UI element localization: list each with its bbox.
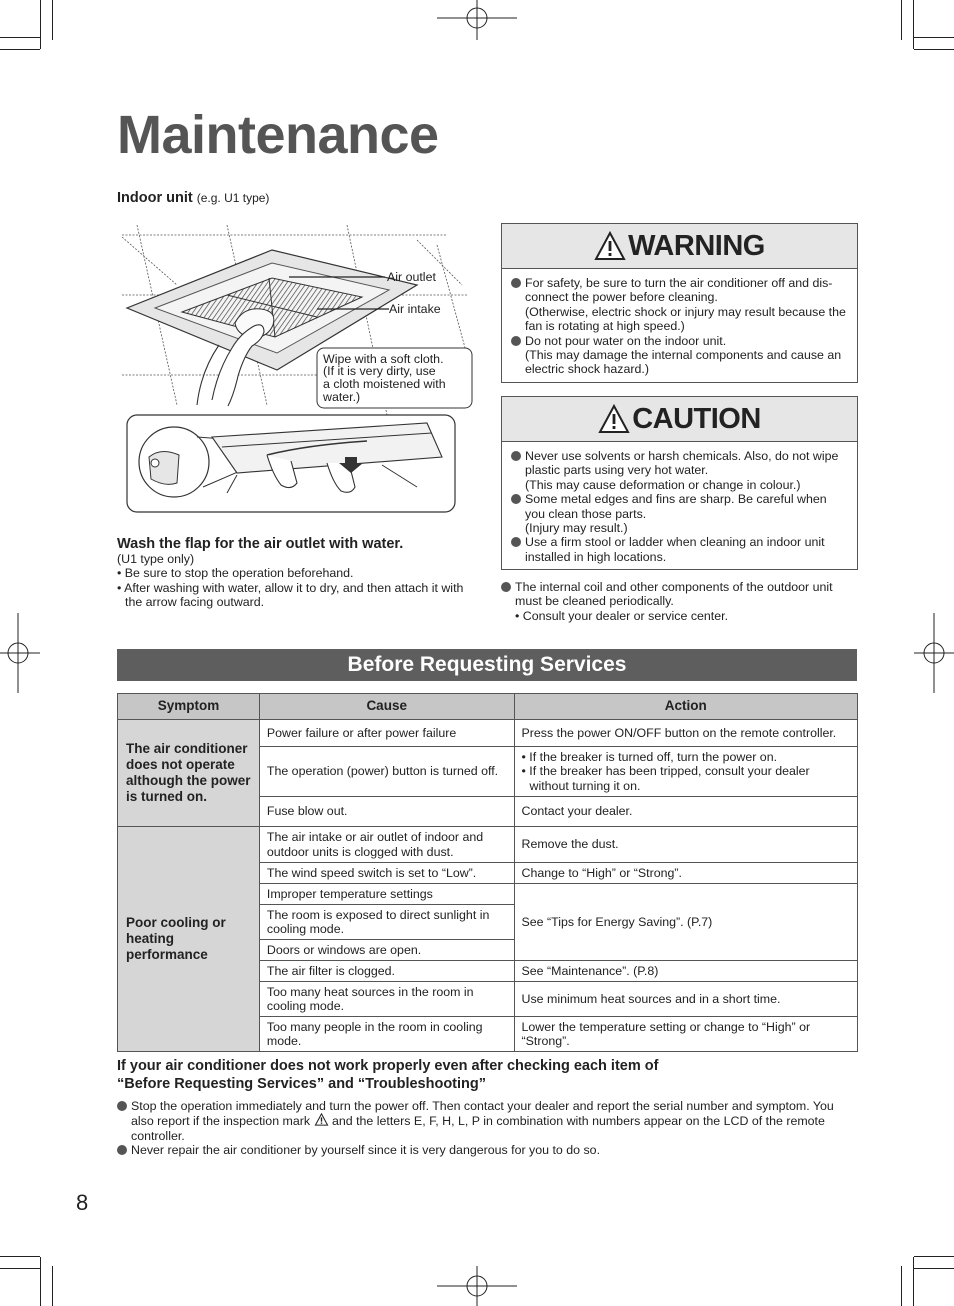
- caution-header: [502, 397, 857, 442]
- registration-mark: [0, 613, 40, 693]
- crop-mark: [913, 1257, 914, 1306]
- indoor-unit-heading-note: (e.g. U1 type): [196, 191, 270, 205]
- bullet-dot-icon: [501, 582, 511, 592]
- cause-cell: Improper temperature settings: [259, 884, 514, 905]
- symptom-cell: The air conditioner does not operate although the power is turned on.: [118, 720, 260, 827]
- bullet-dot-icon: [511, 451, 521, 461]
- crop-mark: [52, 1266, 53, 1306]
- inspection-mark-icon: [314, 1113, 329, 1126]
- caution-item-text: Use a firm stool or ladder when cleaning an indoor unit installed in high locations.: [525, 535, 825, 564]
- warning-header: [502, 224, 857, 269]
- caution-item: [511, 492, 849, 535]
- final-item-text: Never repair the air conditioner by yourself since it is very dangerous for you to do so.: [131, 1143, 601, 1158]
- wash-note: (U1 type only): [117, 552, 195, 566]
- caution-item: [511, 449, 849, 492]
- warning-item: [511, 276, 849, 334]
- crop-mark: [914, 1268, 954, 1269]
- registration-mark: [437, 0, 517, 40]
- caution-item-text: Some metal edges and fins are sharp. Be careful when you clean those parts.: [525, 492, 827, 521]
- warning-item-note: (This may damage the internal components and cause an electric shock hazard.): [525, 348, 842, 377]
- outdoor-text: The internal coil and other components of the outdoor unit must be cleaned periodically.: [515, 580, 833, 609]
- symptom-header: Symptom: [118, 694, 260, 720]
- registration-mark: [914, 613, 954, 693]
- cause-cell: Power failure or after power failure: [259, 720, 514, 747]
- cause-cell: Too many heat sources in the room in cooling mode.: [259, 982, 514, 1017]
- cause-cell: The air intake or air outlet of indoor and outdoor units is clogged with dust.: [259, 827, 514, 863]
- crop-mark: [901, 1266, 902, 1306]
- symptom-cell: Poor cooling or heating performance: [118, 827, 260, 1052]
- outdoor-unit-note: [501, 580, 857, 623]
- crop-mark: [52, 0, 53, 40]
- cause-cell: The room is exposed to direct sunlight in cooling mode.: [259, 905, 514, 940]
- cause-cell: The operation (power) button is turned off.: [259, 747, 514, 797]
- indoor-unit-cleaning-illustration: [117, 225, 479, 517]
- final-item: [117, 1143, 857, 1157]
- final-heading-line: If your air conditioner does not work properly even after checking each item of: [117, 1058, 659, 1074]
- caution-item-note: (Injury may result.): [525, 521, 628, 536]
- action-cell: See “Maintenance”. (P.8): [514, 961, 857, 982]
- troubleshooting-table: [117, 693, 858, 1052]
- cause-cell: Fuse blow out.: [259, 797, 514, 827]
- action-cell: See “Tips for Energy Saving”. (P.7): [514, 884, 857, 961]
- caution-item-note: (This may cause deformation or change in colour.): [525, 477, 801, 492]
- outdoor-sub: • Consult your dealer or service center.: [515, 608, 729, 623]
- wash-bullet: • Be sure to stop the operation beforehand.: [117, 566, 354, 581]
- caution-title: CAUTION: [632, 402, 761, 435]
- crop-mark: [0, 49, 40, 50]
- crop-mark: [914, 1256, 954, 1257]
- warning-panel: [501, 223, 858, 383]
- action-cell: Lower the temperature setting or change to “High” or “Strong”.: [514, 1017, 857, 1052]
- final-item-text: and the letters E, F, H, L, P in combination with numbers appear on the LCD of the remote controller.: [131, 1114, 825, 1143]
- crop-mark: [913, 0, 914, 49]
- page-title: Maintenance: [117, 105, 439, 165]
- table-header-row: [118, 694, 858, 720]
- outdoor-item: [501, 580, 857, 623]
- warning-item-note: (Otherwise, electric shock or injury may result because the fan is rotating at high speed.): [525, 304, 846, 334]
- action-cell: Remove the dust.: [514, 827, 857, 863]
- crop-mark: [914, 49, 954, 50]
- air-intake-label: Air intake: [389, 302, 441, 316]
- cause-cell: Doors or windows are open.: [259, 940, 514, 961]
- table-row: [118, 827, 858, 863]
- warning-item-text: Do not pour water on the indoor unit.: [525, 333, 727, 348]
- crop-mark: [901, 0, 902, 40]
- cause-cell: Too many people in the room in cooling mode.: [259, 1017, 514, 1052]
- air-outlet-label: Air outlet: [387, 270, 436, 284]
- final-heading-line: “Before Requesting Services” and “Troubleshooting”: [117, 1076, 487, 1092]
- caution-body: [502, 442, 857, 564]
- bullet-dot-icon: [511, 278, 521, 288]
- warning-title: WARNING: [628, 229, 765, 262]
- crop-mark: [40, 1257, 41, 1306]
- cause-header: Cause: [259, 694, 514, 720]
- crop-mark: [0, 37, 40, 38]
- action-header: Action: [514, 694, 857, 720]
- action-cell: Change to “High” or “Strong”.: [514, 863, 857, 884]
- caution-item: [511, 535, 849, 564]
- action-cell: [514, 747, 857, 797]
- wash-heading: Wash the flap for the air outlet with water.: [117, 536, 404, 552]
- caution-item-text: Never use solvents or harsh chemicals. Also, do not wipe plastic parts using very hot water.: [525, 449, 839, 478]
- crop-mark: [0, 1268, 40, 1269]
- warning-item-text: For safety, be sure to turn the air conditioner off and dis-connect the power before cleaning.: [525, 276, 833, 305]
- cause-cell: The wind speed switch is set to “Low”.: [259, 863, 514, 884]
- crop-mark: [0, 1256, 40, 1257]
- indoor-unit-heading-text: Indoor unit: [117, 190, 193, 206]
- services-section-title: Before Requesting Services: [117, 649, 857, 681]
- crop-mark: [40, 0, 41, 49]
- wash-flap-section: [117, 536, 477, 610]
- action-cell: Press the power ON/OFF button on the remote controller.: [514, 720, 857, 747]
- warning-body: [502, 269, 857, 377]
- caution-panel: [501, 396, 858, 570]
- bullet-dot-icon: [511, 537, 521, 547]
- wash-bullet: • After washing with water, allow it to dry, and then attach it with the arrow facing outward.: [117, 580, 464, 610]
- indoor-unit-heading: [117, 190, 269, 206]
- wipe-note: Wipe with a soft cloth. (If it is very dirty, use a cloth moistened with water.): [323, 352, 446, 404]
- warning-item: [511, 334, 849, 377]
- crop-mark: [914, 37, 954, 38]
- action-line: • If the breaker has been tripped, consult your dealer without turning it on.: [521, 764, 810, 793]
- action-cell: Use minimum heat sources and in a short time.: [514, 982, 857, 1017]
- final-notes: [117, 1057, 857, 1158]
- table-row: [118, 720, 858, 747]
- bullet-dot-icon: [511, 494, 521, 504]
- bullet-dot-icon: [511, 336, 521, 346]
- registration-mark: [437, 1266, 517, 1306]
- bullet-dot-icon: [117, 1145, 127, 1155]
- final-item: [117, 1099, 857, 1143]
- page-number: 8: [76, 1190, 89, 1215]
- cause-cell: The air filter is clogged.: [259, 961, 514, 982]
- caution-triangle-icon: [598, 404, 630, 434]
- action-line: • If the breaker is turned off, turn the power on.: [521, 749, 778, 764]
- warning-triangle-icon: [594, 231, 626, 261]
- final-heading: [117, 1057, 857, 1093]
- bullet-dot-icon: [117, 1101, 127, 1111]
- final-item-text: Stop the operation immediately and turn the power off. Then contact your dealer and report the serial number and symptom. You also report if the inspection mark: [131, 1099, 834, 1129]
- action-cell: Contact your dealer.: [514, 797, 857, 827]
